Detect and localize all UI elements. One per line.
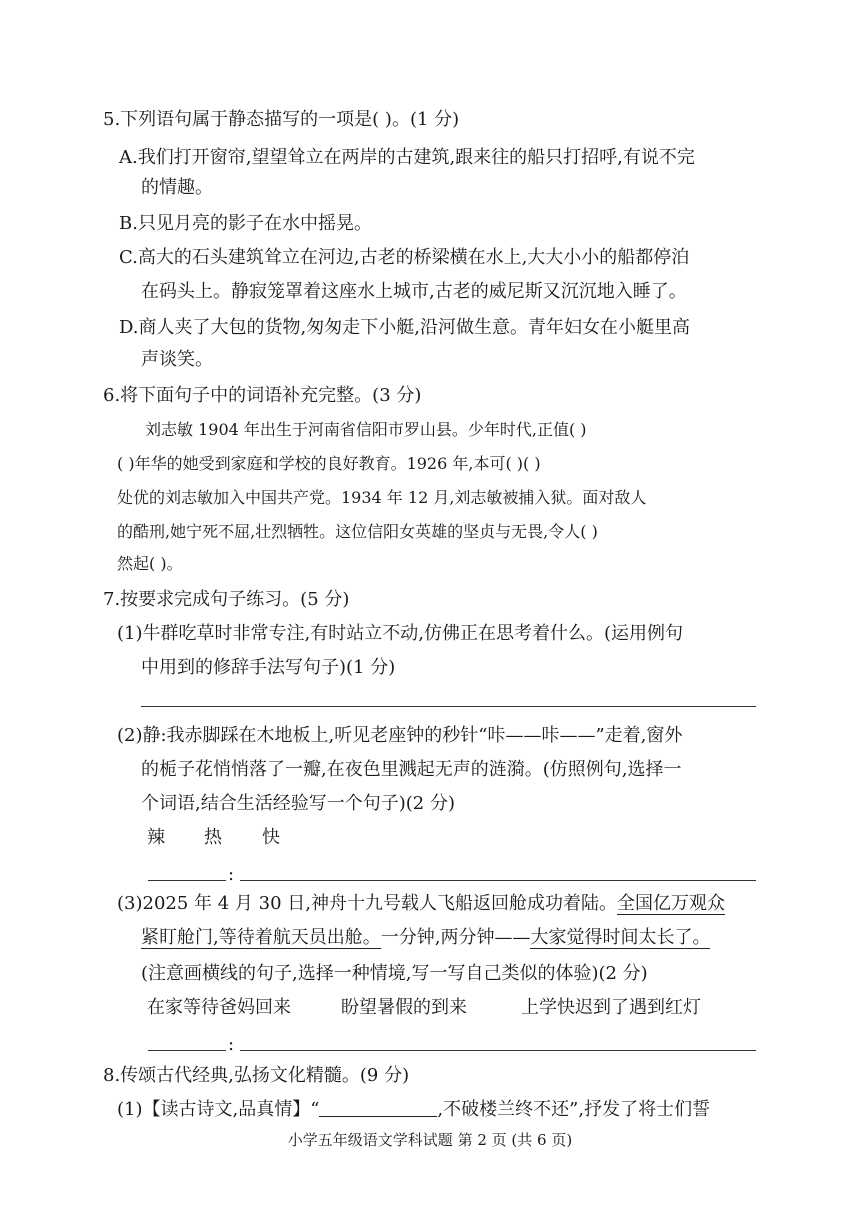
q7-sub2-instruction: 个词语,结合生活经验写一个句子)(2 分) — [141, 793, 455, 814]
q5-option-b: B.只见月亮的影子在水中摇晃。 — [119, 213, 372, 234]
q7-situation-2: 盼望暑假的到来 — [341, 997, 467, 1018]
q8-sub1-suffix: ,不破楼兰终不还”,抒发了将士们誓 — [437, 1099, 711, 1120]
q5-option-d: D.商人夹了大包的货物,匆匆走下小艇,沿河做生意。青年妇女在小艇里高 — [119, 317, 690, 338]
q7-sub3-text-mid: 一分钟,两分钟—— — [380, 927, 531, 948]
q7-sub3-underlined-3: 大家觉得时间太长了。 — [530, 927, 711, 948]
q7-sub1-instruction: 中用到的修辞手法写句子)(1 分) — [141, 657, 396, 678]
q7-sub2-word-blank[interactable] — [148, 880, 226, 881]
q7-sub3-underlined-1: 全国亿万观众 — [617, 893, 725, 914]
q5-option-c-cont: 在码头上。静寂笼罩着这座水上城市,古老的威尼斯又沉沉地入睡了。 — [141, 281, 687, 302]
q6-paragraph-line-3: 处优的刘志敏加入中国共产党。1934 年 12 月,刘志敏被捕入狱。面对敌人 — [117, 488, 647, 507]
q5-stem: 5.下列语句属于静态描写的一项是( )。(1 分) — [103, 109, 460, 130]
q6-paragraph-line-5: 然起( )。 — [117, 554, 183, 573]
q7-situation-3: 上学快迟到了遇到红灯 — [521, 997, 701, 1018]
q6-paragraph-line-1: 刘志敏 1904 年出生于河南省信阳市罗山县。少年时代,正值( ) — [145, 420, 587, 439]
q7-sub3-situation-blank[interactable] — [148, 1050, 226, 1051]
q7-word-option-1: 辣 — [147, 827, 165, 848]
q8-sub1-blank[interactable] — [319, 1098, 437, 1117]
q8-sub1 — [117, 1098, 710, 1122]
q7-sub2-text-cont: 的栀子花悄悄落了一瓣,在夜色里溅起无声的涟漪。(仿照例句,选择一 — [141, 759, 682, 780]
q6-paragraph-line-2: ( )年华的她受到家庭和学校的良好教育。1926 年,本可( )( ) — [117, 454, 541, 473]
q7-sub2-text: (2)静:我赤脚踩在木地板上,听见老座钟的秒针“咔——咔——”走着,窗外 — [117, 725, 683, 746]
q7-sub1-answer-line[interactable] — [141, 706, 756, 707]
q7-sub3-text-cont — [141, 926, 710, 950]
q8-stem: 8.传颂古代经典,弘扬文化精髓。(9 分) — [103, 1065, 410, 1086]
q7-sub2-colon: : — [228, 864, 235, 885]
q7-sub3-instruction: (注意画横线的句子,选择一种情境,写一写自己类似的体验)(2 分) — [141, 963, 648, 984]
q7-sub2-answer-line[interactable] — [240, 880, 756, 881]
q7-stem: 7.按要求完成句子练习。(5 分) — [103, 589, 350, 610]
q5-option-d-cont: 声谈笑。 — [141, 349, 213, 370]
q7-sub3-colon: : — [228, 1034, 235, 1055]
q6-stem: 6.将下面句子中的词语补充完整。(3 分) — [103, 385, 422, 406]
page-footer: 小学五年级语文学科试题 第 2 页 (共 6 页) — [287, 1131, 573, 1149]
q7-sub1-text: (1)牛群吃草时非常专注,有时站立不动,仿佛正在思考着什么。(运用例句 — [117, 623, 683, 644]
q7-sub3-text — [117, 892, 725, 916]
q8-sub1-prefix: (1)【读古诗文,品真情】“ — [117, 1099, 320, 1120]
q7-sub3-answer-line[interactable] — [240, 1050, 756, 1051]
q7-sub3-underlined-2: 紧盯舱门,等待着航天员出舱。 — [141, 927, 381, 948]
q7-word-option-2: 热 — [204, 827, 222, 848]
q7-sub3-text-plain: (3)2025 年 4 月 30 日,神舟十九号载人飞船返回舱成功着陆。 — [117, 893, 617, 914]
q5-option-a: A.我们打开窗帘,望望耸立在两岸的古建筑,跟来往的船只打招呼,有说不完 — [119, 147, 695, 168]
q6-paragraph-line-4: 的酷刑,她宁死不屈,壮烈牺牲。这位信阳女英雄的坚贞与无畏,令人( ) — [117, 522, 598, 541]
q7-situation-1: 在家等待爸妈回来 — [147, 997, 291, 1018]
q7-word-option-3: 快 — [262, 827, 280, 848]
q5-option-a-cont: 的情趣。 — [141, 177, 213, 198]
q5-option-c: C.高大的石头建筑耸立在河边,古老的桥梁横在水上,大大小小的船都停泊 — [119, 247, 690, 268]
